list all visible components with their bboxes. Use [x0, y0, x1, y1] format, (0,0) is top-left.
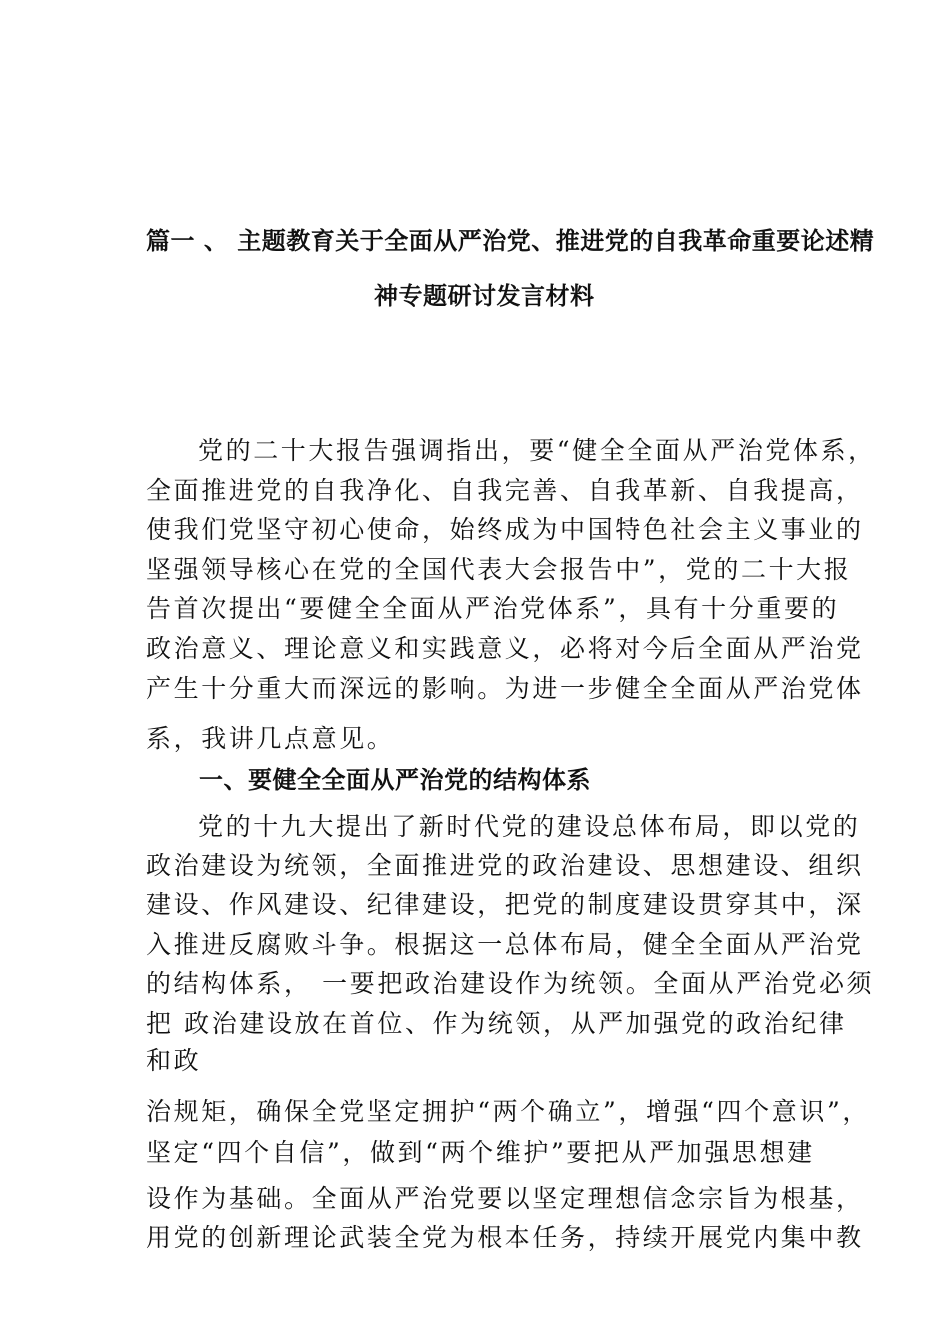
- text-line: 告首次提出“要健全全面从严治党体系”，具有十分重要的: [146, 594, 840, 623]
- text-line: 治规矩，确保全党坚定拥护“两个确立”，增强“四个意识”，: [146, 1097, 870, 1126]
- document-title-line-1: 篇一 、 主题教育关于全面从严治党、推进党的自我革命重要论述精: [146, 227, 875, 255]
- text-line: 政治建设为统领，全面推进党的政治建设、思想建设、组织: [146, 851, 864, 880]
- text-line: 的结构体系， 一要把政治建设作为统领。全面从严治党必须: [146, 969, 875, 998]
- text-line: 把 政治建设放在首位、作为统领，从严加强党的政治纪律: [146, 1009, 847, 1038]
- text-line: 全面推进党的自我净化、自我完善、自我革新、自我提高，: [146, 476, 864, 505]
- text-line: 设作为基础。全面从严治党要以坚定理想信念宗旨为根基，: [146, 1184, 864, 1213]
- text-line: 和政: [146, 1046, 202, 1075]
- text-line: 政治意义、理论意义和实践意义，必将对今后全面从严治党: [146, 634, 864, 663]
- text-line: 用党的创新理论武装全党为根本任务，持续开展党内集中教: [146, 1223, 864, 1252]
- text-line: 使我们党坚守初心使命，始终成为中国特色社会主义事业的: [146, 515, 864, 544]
- section-heading: 一、要健全全面从严治党的结构体系: [199, 766, 591, 794]
- text-line: 坚强领导核心在党的全国代表大会报告中”，党的二十大报: [146, 555, 852, 584]
- text-line: 系，我讲几点意见。: [146, 724, 395, 753]
- text-line: 入推进反腐败斗争。根据这一总体布局，健全全面从严治党: [146, 930, 864, 959]
- text-line: 坚定“四个自信”，做到“两个维护”要把从严加强思想建: [146, 1138, 815, 1167]
- text-line: 建设、作风建设、纪律建设，把党的制度建设贯穿其中，深: [146, 890, 864, 919]
- text-line: 党的十九大提出了新时代党的建设总体布局，即以党的: [198, 812, 861, 841]
- document-title-line-2: 神专题研讨发言材料: [374, 282, 595, 310]
- text-line: 党的二十大报告强调指出，要“健全全面从严治党体系，: [198, 436, 876, 465]
- text-line: 产生十分重大而深远的影响。为进一步健全全面从严治党体: [146, 674, 864, 703]
